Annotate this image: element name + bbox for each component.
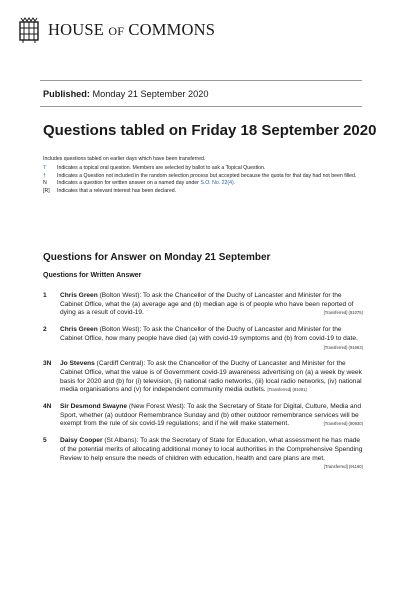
standing-order-link[interactable]: S.O. No. 22(4).: [200, 180, 236, 187]
question-body: Sir Desmond Swayne (New Forest West): To ask the Secretary of State for Digital, Culture, Media and Sport, whether (a) outdoor Remembrance Sunday and (b) other outdoor remembrance services will be exempt from the rule of six covid-19 regulations; and if he will make statement. [Transferred] (90930): [60, 403, 363, 428]
legend-item-relevant-interest: [R] Indicates that a relevant interest has been declared.: [43, 187, 177, 194]
question-item: [43, 437, 363, 472]
house-of-commons-header: [18, 12, 382, 48]
question-item: [43, 360, 363, 395]
question-number: 1: [43, 292, 47, 299]
question-number: 2: [43, 326, 47, 334]
portcullis-logo-icon: [18, 16, 40, 44]
page-title: Questions tabled on Friday 18 September 2020: [43, 122, 377, 139]
divider: [40, 80, 362, 81]
question-item: [43, 326, 363, 352]
house-of-commons-title: HOUSE OF COMMONS: [48, 20, 216, 39]
question-item: [43, 292, 363, 318]
member-name: Chris Green: [60, 326, 98, 334]
legend: [43, 165, 373, 195]
question-number: 4N: [43, 403, 52, 411]
question-body: Jo Stevens (Cardiff Central): To ask the Chancellor of the Duchy of Lancaster and Minister for the Cabinet Office, what the value is of Government covid-19 awareness advertising on (a) a week by week basis for 2020 and (b) for (i) television, (ii) national radio networks, (iii) local radio networks, (iv) national media organisations and (v) for independent community media outlets. [Transferred] (91081): [60, 360, 362, 394]
question-tag: [Transferred] (91160): [323, 464, 363, 470]
question-body: Chris Green (Bolton West): To ask the Chancellor of the Duchy of Lancaster and Minister for the Cabinet Office, what the (a) average age and (b) median age is of people who have been reported of dying as a result of covid-19. [Transferred] (91075): [60, 292, 363, 317]
question-body: Daisy Cooper (St Albans): To ask the Secretary of State for Education, what assessment he has made of the potential merits of allocating additional money to local authorities in the Comprehensive Spending Review to help ensure the needs of children with education, health and care plans are met. [Transferred] (91160): [60, 437, 363, 472]
member-name: Chris Green: [60, 292, 98, 299]
legend-item-topical: T Indicates a topical oral question. Members are selected by ballot to ask a Topical Question.: [43, 165, 266, 171]
sub-title: Questions for Written Answer: [43, 272, 142, 279]
question-tag: [Transferred] (91081): [267, 387, 307, 393]
section-title: Questions for Answer on Monday 21 September: [43, 252, 271, 263]
legend-item-dagger: † Indicates a Question not included in the random selection process but accepted because the quota for that day had not been filled.: [43, 172, 357, 179]
question-body: Chris Green (Bolton West): To ask the Chancellor of the Duchy of Lancaster and Minister for the Cabinet Office, how many people have died (a) with covid-19 symptoms and (b) from covid-19 to date. [Transferred] (91663): [60, 326, 363, 352]
member-name: Sir Desmond Swayne: [60, 403, 128, 411]
question-item: [43, 403, 363, 429]
question-number: 5: [43, 437, 47, 445]
member-name: Jo Stevens: [60, 360, 95, 368]
published-line: Published: Monday 21 September 2020: [43, 89, 209, 99]
question-tag: [Transferred] (91663): [323, 344, 363, 350]
question-tag: [Transferred] (90930): [323, 421, 363, 427]
member-name: Daisy Cooper: [60, 437, 103, 445]
question-tag: [Transferred] (91075): [323, 310, 363, 316]
intro-text: Includes questions tabled on earlier days which have been transferred.: [43, 156, 206, 162]
divider: [40, 106, 362, 107]
question-number: 3N: [43, 360, 52, 368]
questions-list: [43, 292, 363, 480]
legend-item-named-day: N Indicates a question for written answer on a named day under S.O. No. 22(4).: [43, 180, 236, 187]
